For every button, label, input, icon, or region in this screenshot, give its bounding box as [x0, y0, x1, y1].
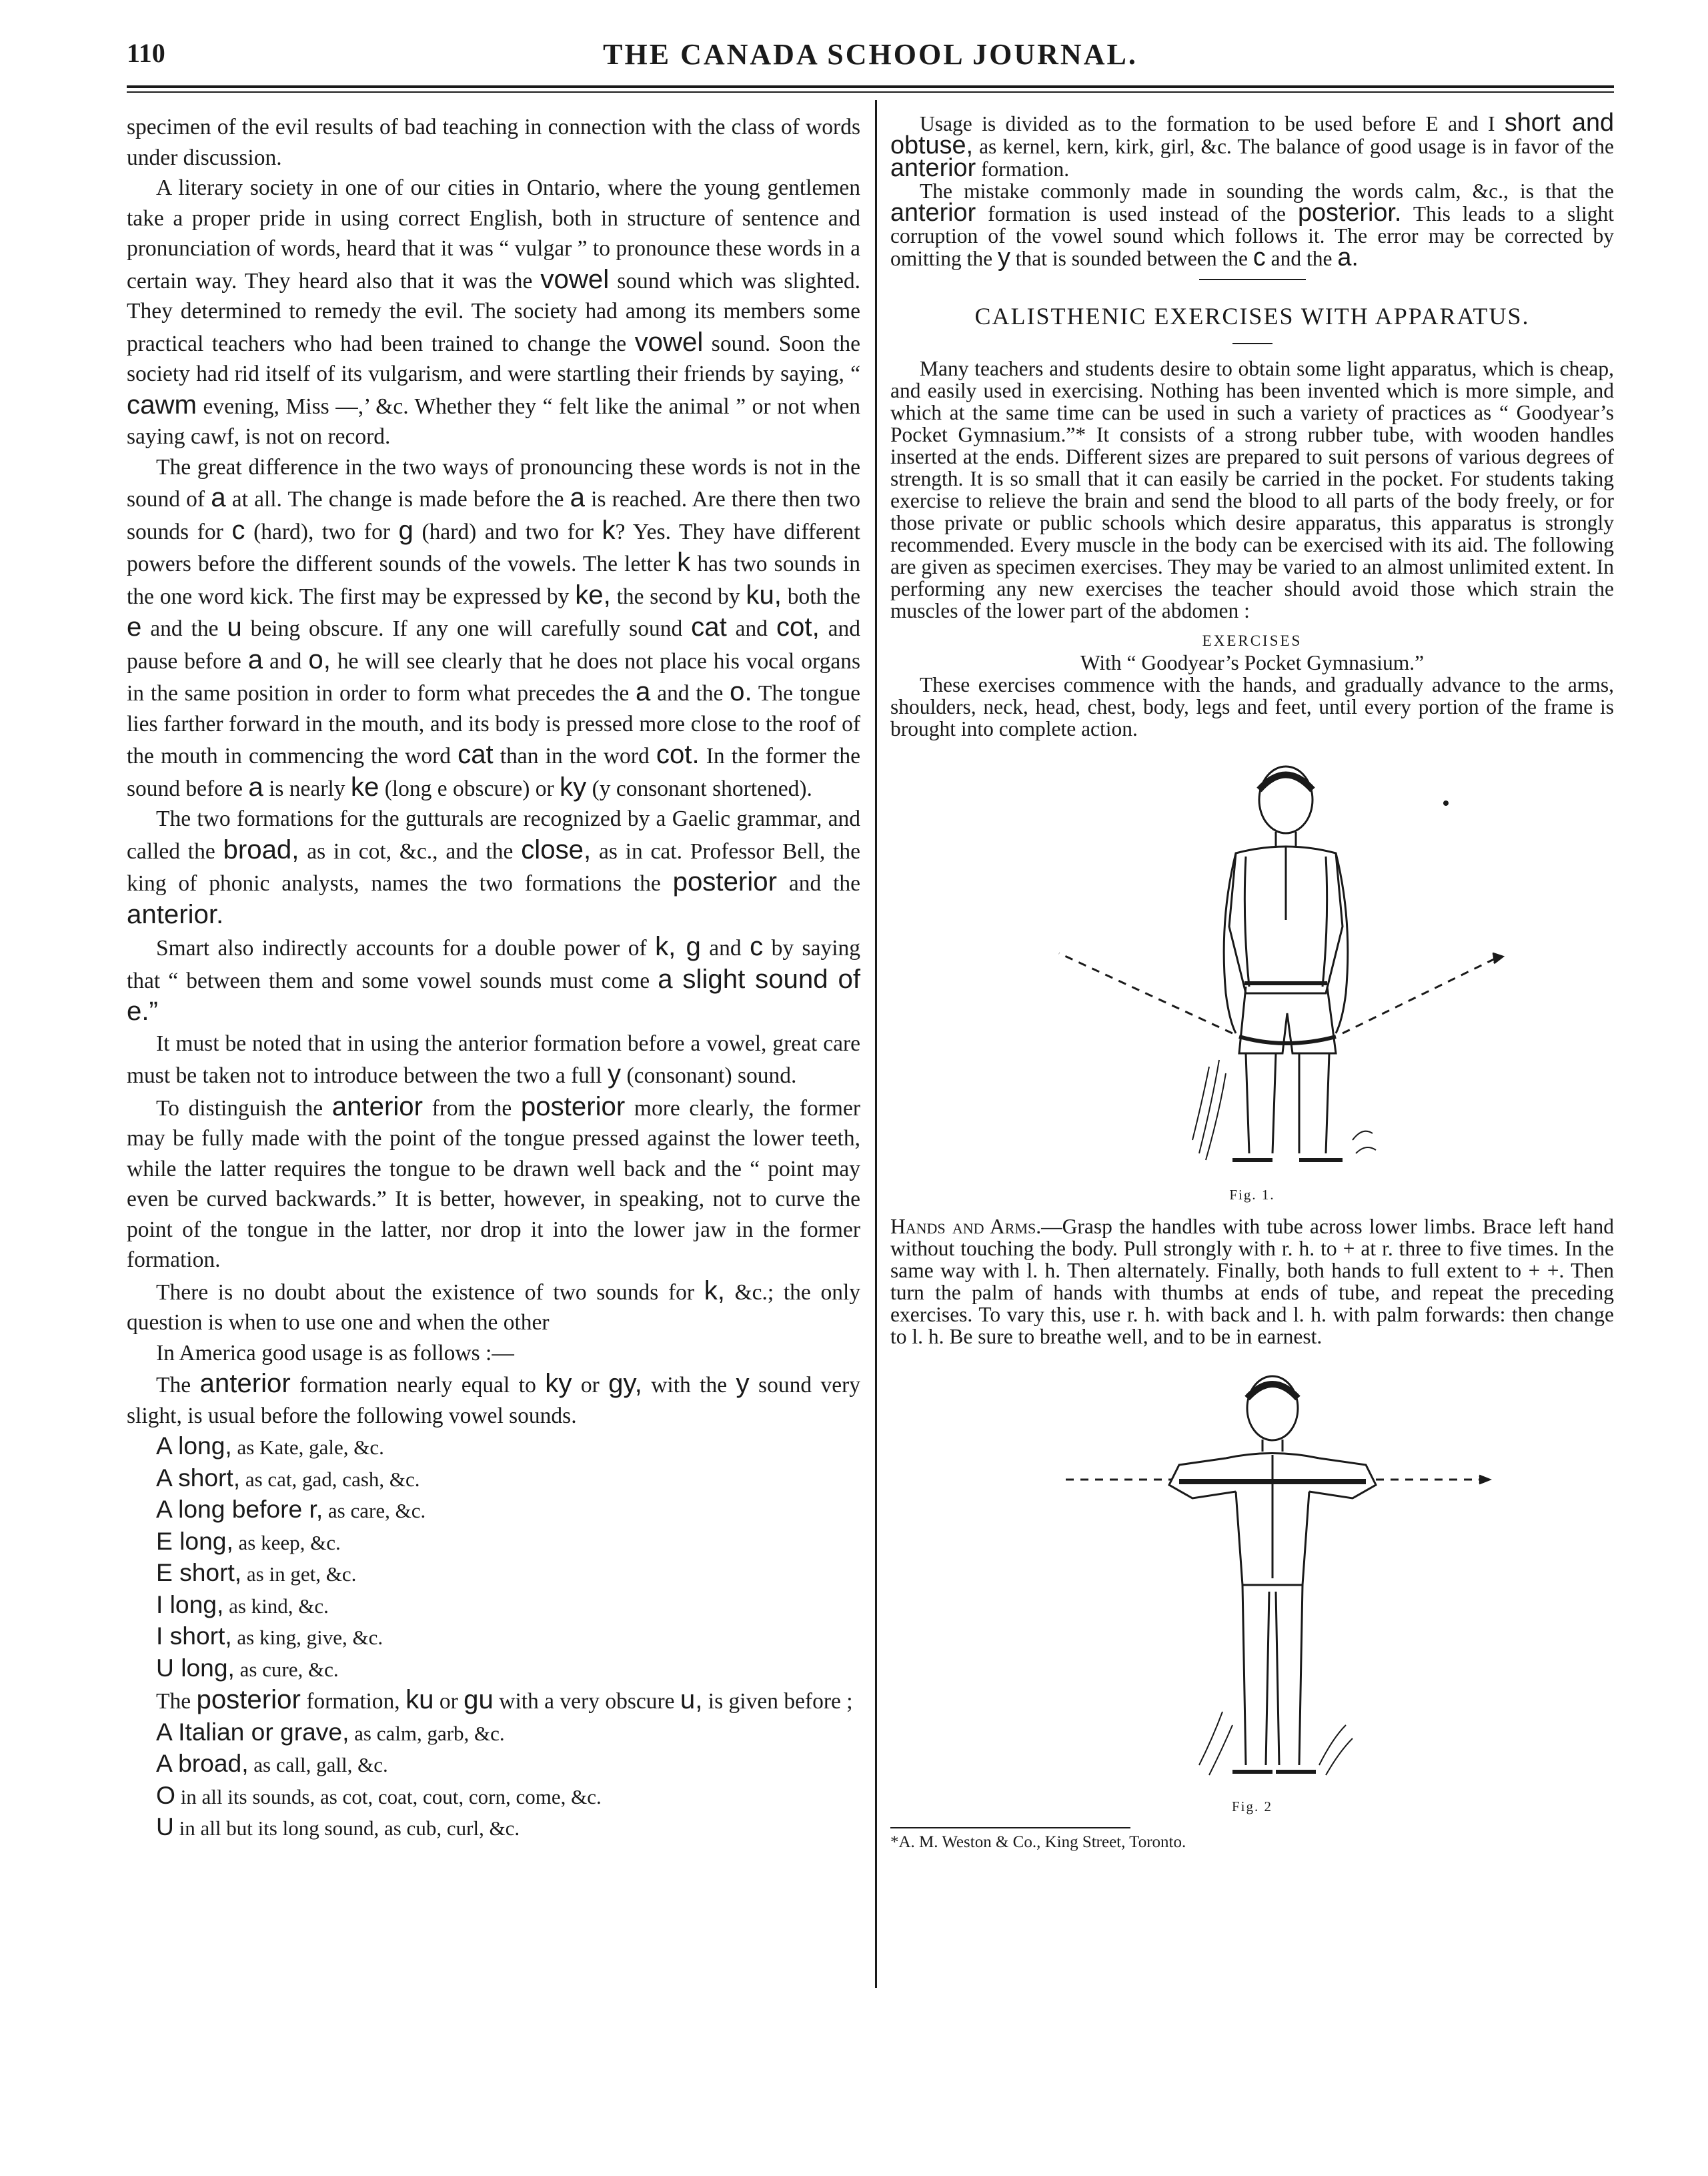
list-item-example: as calm, garb, &c. — [349, 1721, 505, 1745]
emphasized-text: a. — [1337, 243, 1359, 271]
figure-2-illustration — [979, 1365, 1526, 1792]
text-run: (consonant) sound. — [621, 1063, 797, 1088]
list-item-term: A Italian or grave, — [156, 1717, 349, 1746]
text-run: and — [263, 648, 309, 674]
text-run: The — [156, 1373, 200, 1398]
text-run: In the former the sound before — [127, 744, 860, 801]
text-run: or — [434, 1689, 464, 1714]
emphasized-text: anterior — [331, 1091, 423, 1121]
emphasized-text: cot, — [776, 612, 820, 642]
list-item-term: I short, — [156, 1622, 232, 1650]
list-item — [127, 1431, 860, 1463]
list-item — [127, 1717, 860, 1749]
emphasized-text: gy, — [608, 1368, 642, 1398]
text-run: as in cot, &c., and the — [299, 839, 522, 864]
list-item-term: A long before r, — [156, 1495, 323, 1523]
emphasized-text: u, — [680, 1684, 703, 1714]
list-item-example: in all its sounds, as cot, coat, cout, corn, come, &c. — [175, 1784, 602, 1808]
emphasized-text: ke — [350, 771, 379, 802]
page-number: 110 — [127, 38, 165, 68]
list-item-example: as call, gall, &c. — [248, 1753, 388, 1776]
emphasized-text: k — [602, 514, 616, 545]
text-run: To distinguish the — [156, 1095, 332, 1121]
list-item-term: A long, — [156, 1432, 232, 1460]
text-run: is given before ; — [702, 1689, 853, 1714]
list-item-example: as keep, &c. — [233, 1530, 341, 1554]
text-run: —Grasp the handles with tube across lower limbs. Brace left hand without touching the body. Pull strongly with r. h. to + at r. three to five times. In the same way with l. h. Then alternately. Finally, both hands to full extent to + +. Then turn the palm of hands with thumbs at ends of tube, and repeat the preceding exercises. To vary this, use r. h. with back and l. h. with palm forwards: then change to l. h. Be sure to breathe well, and to be in earnest. — [890, 1215, 1614, 1348]
text-run: than in the word — [493, 744, 656, 768]
page-header — [127, 37, 1614, 77]
text-run: and — [726, 616, 776, 641]
text-run: sound which was slighted. They determined to remedy the evil. The society had among its members some practical teachers who had been trained to change the — [127, 268, 860, 356]
list-item-example: as in get, &c. — [241, 1562, 357, 1586]
figure-1-illustration — [979, 753, 1526, 1180]
footnote: *A. M. Weston & Co., King Street, Toronto. — [890, 1833, 1186, 1851]
emphasized-text: o. — [730, 676, 752, 706]
emphasized-text: k — [677, 547, 691, 577]
emphasized-text: posterior — [520, 1091, 626, 1121]
text-run: (hard), two for — [245, 519, 399, 544]
emphasized-text: close, — [521, 834, 592, 865]
text-run: at all. The change is made before the — [225, 487, 570, 512]
text-run: &c.; the only question is when to use one and when the other — [127, 1279, 860, 1335]
emphasized-text: g — [398, 514, 413, 545]
text-run: (long e obscure) or — [379, 776, 560, 801]
paragraph — [127, 173, 860, 452]
posterior-vowel-list — [127, 1717, 860, 1844]
emphasized-text: y — [608, 1059, 622, 1089]
paragraph — [127, 1029, 860, 1091]
text-run: and pause before — [127, 616, 861, 674]
emphasized-text: a — [247, 644, 263, 674]
header-rule-thin — [127, 91, 1614, 93]
emphasized-text: cot. — [656, 739, 700, 769]
emphasized-text: posterior. — [1297, 199, 1402, 227]
emphasized-text: anterior — [890, 154, 976, 182]
right-column — [890, 109, 1615, 1852]
emphasized-text: u — [227, 612, 242, 642]
text-run: and the — [776, 871, 861, 896]
text-run: more clearly, the former may be fully made with the point of the tongue pressed against the lower teeth, while the latter requires the tongue to be drawn well back and the “ point may even be curved backwards.” It is better, however, in speaking, not to curve the point of the tongue in the latter, nor drop it into the lower jaw in the former formation. — [127, 1095, 861, 1272]
paragraph — [890, 358, 1614, 622]
list-item-example: as king, give, &c. — [231, 1626, 383, 1649]
text-run: both the — [781, 584, 861, 609]
text-run: with the — [642, 1373, 736, 1398]
exercises-label: EXERCISES — [1202, 632, 1303, 649]
text-run: and the — [141, 616, 227, 641]
list-item — [127, 1590, 860, 1622]
list-item-example: as care, &c. — [323, 1499, 426, 1522]
text-run: by saying that “ between them and some vowel sounds must come — [127, 936, 861, 993]
text-run: he will see clearly that he does not place his vocal organs in the same position in order to form what precedes the — [127, 648, 861, 706]
list-item-term: E long, — [156, 1526, 233, 1555]
emphasized-text: broad, — [223, 834, 299, 865]
text-run: as in cat. Professor Bell, the king of phonic analysts, names the two formations the — [127, 839, 860, 896]
list-item-term: A short, — [156, 1463, 241, 1492]
emphasized-text: c — [231, 514, 245, 545]
text-run: Usage is divided as to the formation to be used before E and I — [920, 112, 1505, 135]
section-rule — [1199, 279, 1306, 280]
text-run: The — [156, 1689, 197, 1714]
text-run: being obscure. If any one will carefully sound — [241, 616, 692, 641]
emphasized-text: ky — [545, 1368, 572, 1398]
section-heading: CALISTHENIC EXERCISES WITH APPARATUS. — [974, 303, 1530, 330]
emphasized-text: cat — [691, 612, 727, 642]
emphasized-text: short and obtuse, — [890, 109, 1615, 159]
text-run: is nearly — [263, 776, 351, 801]
text-run: formation is used instead of the — [976, 202, 1298, 225]
emphasized-text: ku — [405, 1684, 434, 1714]
list-item — [127, 1558, 860, 1590]
emphasized-text: posterior — [196, 1684, 301, 1714]
emphasized-text: ky — [560, 771, 587, 802]
text-run: or — [572, 1373, 609, 1398]
header-rule — [127, 85, 1614, 88]
list-item — [127, 1812, 860, 1844]
emphasized-text: y — [736, 1368, 750, 1398]
text-run: This leads to a slight corruption of the vowel sound which follows it. The error may be corrected by omitting the — [890, 202, 1614, 270]
text-run: The mistake commonly made in sounding the words calm, &c., is that the — [920, 179, 1614, 203]
list-item — [127, 1494, 860, 1526]
footnote-rule — [890, 1827, 1130, 1828]
emphasized-text: posterior — [672, 867, 777, 897]
paragraph — [127, 804, 860, 931]
text-run: that is sounded between the — [1010, 247, 1253, 270]
text-run: These exercises commence with the hands, and gradually advance to the arms, shoulders, neck, head, chest, body, legs and feet, until every portion of the frame is brought into complete action. — [890, 673, 1614, 740]
subtitle-line: With “ Goodyear’s Pocket Gymnasium.” — [1080, 651, 1425, 674]
paragraph — [127, 1091, 860, 1275]
emphasized-text: c — [750, 931, 764, 961]
emphasized-text: e — [127, 612, 142, 642]
emphasized-text: ku, — [746, 579, 782, 610]
text-run: specimen of the evil results of bad teaching in connection with the class of words under discussion. — [127, 115, 860, 170]
text-run: from the — [423, 1095, 521, 1121]
text-run: In America good usage is as follows :— — [156, 1340, 514, 1366]
list-item-term: I long, — [156, 1590, 224, 1618]
text-run: and the — [650, 681, 730, 706]
emphasized-text: anterior — [890, 199, 976, 227]
text-run: The tongue lies farther forward in the mouth, and its body is pressed more close to the roof of the mouth in commencing the word — [127, 681, 860, 768]
emphasized-text: a — [636, 676, 651, 706]
emphasized-text: k, — [704, 1275, 725, 1305]
list-item-term: E short, — [156, 1558, 242, 1586]
paragraph — [890, 180, 1614, 269]
list-item — [127, 1621, 860, 1653]
text-run: (hard) and two for — [413, 519, 602, 544]
paragraph — [127, 112, 860, 173]
text-run: sound. Soon the society had rid itself of its vulgarism, and were startling their friends by saying, “ — [127, 331, 860, 386]
list-item — [127, 1748, 860, 1780]
emphasized-text: o, — [308, 644, 331, 674]
column-divider — [875, 100, 877, 1988]
paragraph — [127, 1368, 860, 1431]
figure-2-caption: Fig. 2 — [1231, 1798, 1272, 1814]
emphasized-text: k, g — [655, 931, 701, 961]
left-column — [127, 112, 860, 1844]
text-run: There is no doubt about the existence of two sounds for — [156, 1279, 704, 1305]
emphasized-text: a — [248, 771, 263, 802]
paragraph — [127, 1338, 860, 1369]
emphasized-text: anterior. — [127, 899, 224, 929]
emphasized-text: gu — [464, 1684, 494, 1714]
text-run: the second by — [610, 584, 746, 609]
section-rule-short — [1232, 343, 1272, 344]
list-item — [127, 1463, 860, 1495]
text-run: Many teachers and students desire to obtain some light apparatus, which is cheap, and easily used in exercising. Nothing has been invented which is more simple, and which at the same time can be used in such a variety of practices as “ Goodyear’s Pocket Gymnasium.”* It consists of a strong rubber tube, with wooden handles inserted at the ends. Different sizes are prepared to suit persons of various degrees of strength. It is so small that it can easily be carried in the pocket. For students taking exercise to relieve the brain and send the blood to all parts of the body freely, or for those private or public schools which desire apparatus, this apparatus is strongly recommended. Every muscle in the body can be exercised with its aid. The following are given as specimen exercises. They may be varied to an almost unlimited extent. In performing any new exercises the teacher should avoid those which strain the muscles of the lower part of the abdomen : — [890, 357, 1614, 622]
hands-and-arms-label: Hands and Arms. — [890, 1215, 1042, 1238]
list-item-term: A broad, — [156, 1749, 249, 1777]
figure-1-caption: Fig. 1. — [1229, 1187, 1275, 1203]
text-run: evening, Miss —,’ &c. Whether they “ felt like the animal ” or not when saying cawf, is not on record. — [127, 394, 860, 449]
anterior-vowel-list — [127, 1431, 860, 1684]
list-item-example: as kind, &c. — [223, 1594, 329, 1618]
list-item-example: in all but its long sound, as cub, curl, &c. — [173, 1816, 520, 1840]
list-item-term: U — [156, 1812, 174, 1840]
list-item-example: as cat, gad, cash, &c. — [240, 1467, 420, 1491]
emphasized-text: cawm — [127, 389, 197, 420]
text-run: The two formations for the gutturals are recognized by a Gaelic grammar, and called the — [127, 806, 860, 864]
text-run: has two sounds in the one word kick. The first may be expressed by — [127, 552, 860, 609]
text-run: with a very obscure — [493, 1689, 680, 1714]
paragraph — [127, 1275, 860, 1338]
list-item-example: as Kate, gale, &c. — [231, 1436, 384, 1459]
list-item-example: as cure, &c. — [234, 1657, 339, 1681]
emphasized-text: ke, — [575, 579, 611, 610]
emphasized-text: anterior — [199, 1368, 291, 1398]
list-item-term: U long, — [156, 1653, 235, 1682]
emphasized-text: cat — [458, 739, 494, 769]
journal-title: THE CANADA SCHOOL JOURNAL. — [603, 38, 1138, 71]
text-run: ? Yes. They have different powers before the different sounds of the vowels. The letter — [127, 519, 860, 576]
paragraph — [890, 674, 1614, 740]
text-run: formation nearly equal to — [290, 1373, 546, 1398]
emphasized-text: a — [211, 482, 226, 512]
emphasized-text: c — [1252, 243, 1266, 271]
paragraph — [127, 452, 860, 804]
paragraph — [127, 1684, 860, 1717]
text-run: sound very slight, is usual before the following vowel sounds. — [127, 1373, 861, 1428]
emphasized-text: y — [998, 243, 1010, 271]
text-run: A literary society in one of our cities in Ontario, where the young gentlemen take a proper pride in using correct English, both in structure of sentence and pronunciation of words, heard that it was “ vulgar ” to pronounce these words in a certain way. They heard also that it was the — [127, 175, 860, 294]
emphasized-text: a slight sound of e.” — [127, 963, 860, 1026]
text-run: as kernel, kern, kirk, girl, &c. The balance of good usage is in favor of the — [972, 135, 1614, 158]
paragraph — [890, 1215, 1614, 1347]
list-item-term: O — [156, 1780, 175, 1809]
text-run: The great difference in the two ways of pronouncing these words is not in the sound of — [127, 454, 860, 512]
emphasized-text: vowel — [540, 263, 610, 294]
text-run: Smart also indirectly accounts for a double power of — [156, 936, 656, 961]
text-run: It must be noted that in using the anterior formation before a vowel, great care must be taken not to introduce between the two a full — [127, 1031, 860, 1088]
paragraph — [127, 931, 860, 1029]
list-item — [127, 1780, 860, 1812]
emphasized-text: vowel — [634, 326, 704, 357]
text-run: (y consonant shortened). — [586, 776, 812, 801]
text-run: and the — [1265, 247, 1338, 270]
text-run: formation. — [976, 157, 1070, 181]
emphasized-text: a — [570, 482, 586, 512]
text-run: formation, — [300, 1689, 406, 1714]
paragraph — [890, 109, 1615, 182]
text-run: is reached. Are there then two sounds for — [127, 487, 861, 544]
list-item — [127, 1526, 860, 1558]
text-run: and — [700, 936, 750, 961]
list-item — [127, 1653, 860, 1685]
